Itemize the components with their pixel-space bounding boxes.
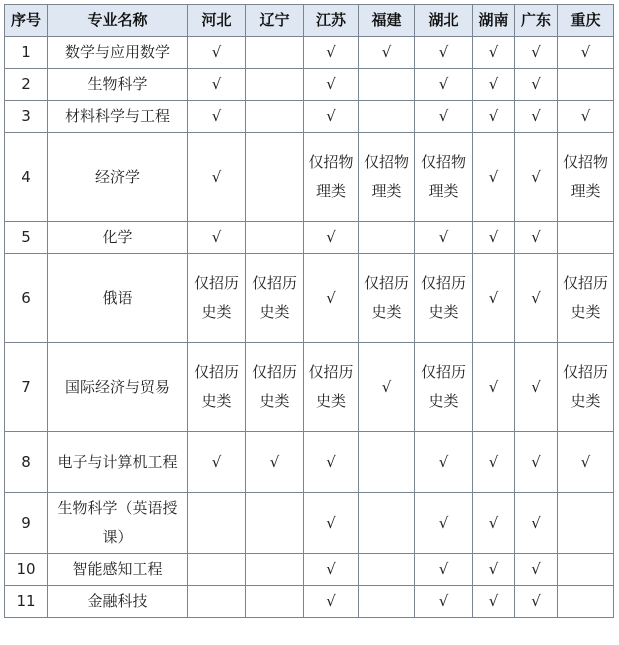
cell-value: √ xyxy=(326,288,336,307)
cell-chongqing xyxy=(558,343,614,432)
cell-liaoning xyxy=(246,101,304,133)
table-row xyxy=(5,133,614,222)
cell-value: √ xyxy=(580,43,591,61)
major-name xyxy=(48,69,188,101)
major-name-text: 电子与计算机工程 xyxy=(57,452,178,471)
cell-value: √ xyxy=(211,167,222,186)
cell-value: √ xyxy=(438,43,449,61)
cell-jiangsu xyxy=(304,69,359,101)
cell-fujian xyxy=(359,343,415,432)
cell-hebei xyxy=(188,69,246,101)
cell-value: 仅招物理类 xyxy=(420,153,466,200)
cell-value: √ xyxy=(326,75,336,93)
major-name-text: 生物科学 xyxy=(87,75,148,93)
cell-guangdong xyxy=(515,432,558,493)
cell-liaoning xyxy=(246,37,304,69)
cell-value: √ xyxy=(488,513,499,532)
cell-value: 仅招历史类 xyxy=(251,363,297,410)
cell-hebei xyxy=(188,222,246,254)
cell-guangdong xyxy=(515,586,558,618)
cell-value: √ xyxy=(381,377,392,396)
cell-value: √ xyxy=(326,43,336,61)
cell-value: 仅招历史类 xyxy=(193,363,239,410)
cell-hubei xyxy=(415,254,473,343)
cell-value: √ xyxy=(531,43,541,61)
major-name-text: 国际经济与贸易 xyxy=(64,377,170,396)
cell-fujian xyxy=(359,254,415,343)
cell-hubei xyxy=(415,69,473,101)
cell-guangdong xyxy=(515,69,558,101)
cell-chongqing xyxy=(558,37,614,69)
cell-value: √ xyxy=(326,513,336,532)
cell-hunan xyxy=(473,586,515,618)
cell-value: 仅招历史类 xyxy=(420,363,466,410)
major-name-text: 智能感知工程 xyxy=(72,560,163,578)
cell-chongqing xyxy=(558,133,614,222)
cell-value: √ xyxy=(531,75,541,93)
cell-value: √ xyxy=(326,107,336,125)
cell-liaoning xyxy=(246,254,304,343)
major-name xyxy=(48,101,188,133)
cell-value: √ xyxy=(488,288,499,307)
cell-guangdong xyxy=(515,133,558,222)
cell-fujian xyxy=(359,69,415,101)
cell-value: √ xyxy=(269,452,280,471)
cell-value: √ xyxy=(488,167,499,186)
cell-hubei xyxy=(415,37,473,69)
cell-value: 仅招历史类 xyxy=(562,274,608,321)
cell-jiangsu xyxy=(304,101,359,133)
cell-value: 仅招历史类 xyxy=(363,274,409,321)
major-name-text: 生物科学（英语授课） xyxy=(57,499,178,546)
cell-value: √ xyxy=(211,43,222,61)
row-number: 11 xyxy=(5,586,48,618)
header-no: 序号 xyxy=(5,5,48,37)
major-name-text: 俄语 xyxy=(102,288,133,307)
major-name xyxy=(48,222,188,254)
cell-hebei xyxy=(188,343,246,432)
cell-hebei xyxy=(188,254,246,343)
cell-hunan xyxy=(473,133,515,222)
table-row xyxy=(5,554,614,586)
cell-hunan xyxy=(473,343,515,432)
row-number: 7 xyxy=(5,343,48,432)
row-number: 3 xyxy=(5,101,48,133)
cell-value: √ xyxy=(488,377,499,396)
header-guangdong: 广东 xyxy=(515,5,558,37)
row-number: 4 xyxy=(5,133,48,222)
header-hebei: 河北 xyxy=(188,5,246,37)
cell-hebei xyxy=(188,493,246,554)
major-name-text: 数学与应用数学 xyxy=(64,43,170,61)
major-name-text: 金融科技 xyxy=(87,592,148,610)
cell-guangdong xyxy=(515,37,558,69)
cell-liaoning xyxy=(246,69,304,101)
cell-value: √ xyxy=(531,377,541,396)
cell-liaoning xyxy=(246,493,304,554)
cell-value: √ xyxy=(438,513,449,532)
cell-value: √ xyxy=(438,592,449,610)
cell-value: √ xyxy=(211,75,222,93)
cell-liaoning xyxy=(246,343,304,432)
major-name-text: 经济学 xyxy=(94,167,140,186)
cell-fujian xyxy=(359,101,415,133)
cell-guangdong xyxy=(515,554,558,586)
row-number: 8 xyxy=(5,432,48,493)
cell-hubei xyxy=(415,586,473,618)
cell-value: √ xyxy=(531,560,541,578)
cell-hunan xyxy=(473,222,515,254)
cell-jiangsu xyxy=(304,254,359,343)
major-name xyxy=(48,554,188,586)
cell-liaoning xyxy=(246,432,304,493)
cell-guangdong xyxy=(515,343,558,432)
cell-value: √ xyxy=(211,228,222,246)
header-hubei: 湖北 xyxy=(415,5,473,37)
cell-value: √ xyxy=(580,452,591,471)
cell-value: 仅招物理类 xyxy=(308,153,354,200)
cell-fujian xyxy=(359,133,415,222)
header-jiangsu: 江苏 xyxy=(304,5,359,37)
cell-hunan xyxy=(473,432,515,493)
cell-value: √ xyxy=(488,75,499,93)
table-row xyxy=(5,432,614,493)
cell-fujian xyxy=(359,554,415,586)
cell-hubei xyxy=(415,343,473,432)
cell-value: √ xyxy=(211,452,222,471)
cell-chongqing xyxy=(558,432,614,493)
major-name xyxy=(48,493,188,554)
admission-table xyxy=(4,4,614,618)
major-name xyxy=(48,254,188,343)
cell-chongqing xyxy=(558,493,614,554)
cell-value: √ xyxy=(531,513,541,532)
table-row xyxy=(5,101,614,133)
cell-value: 仅招历史类 xyxy=(251,274,297,321)
cell-value: √ xyxy=(531,107,541,125)
cell-value: √ xyxy=(326,592,336,610)
cell-hebei xyxy=(188,101,246,133)
cell-value: √ xyxy=(531,167,541,186)
major-name xyxy=(48,432,188,493)
major-name-text: 化学 xyxy=(102,228,133,246)
row-number: 2 xyxy=(5,69,48,101)
cell-liaoning xyxy=(246,586,304,618)
major-name xyxy=(48,133,188,222)
cell-value: √ xyxy=(488,560,499,578)
cell-value: √ xyxy=(438,75,449,93)
cell-value: √ xyxy=(438,560,449,578)
cell-hubei xyxy=(415,554,473,586)
cell-chongqing xyxy=(558,222,614,254)
cell-hunan xyxy=(473,69,515,101)
cell-value: 仅招历史类 xyxy=(562,363,608,410)
cell-chongqing xyxy=(558,586,614,618)
row-number: 1 xyxy=(5,37,48,69)
cell-guangdong xyxy=(515,101,558,133)
cell-value: √ xyxy=(488,228,499,246)
cell-hunan xyxy=(473,554,515,586)
header-major: 专业名称 xyxy=(48,5,188,37)
cell-value: √ xyxy=(438,452,449,471)
cell-value: √ xyxy=(531,228,541,246)
cell-value: 仅招历史类 xyxy=(308,363,354,410)
cell-chongqing xyxy=(558,69,614,101)
table-row xyxy=(5,37,614,69)
cell-jiangsu xyxy=(304,432,359,493)
row-number: 9 xyxy=(5,493,48,554)
table-row xyxy=(5,222,614,254)
cell-value: √ xyxy=(438,107,449,125)
cell-value: √ xyxy=(580,107,591,125)
cell-hubei xyxy=(415,133,473,222)
cell-value: √ xyxy=(488,43,499,61)
cell-value: √ xyxy=(438,228,449,246)
cell-hunan xyxy=(473,493,515,554)
cell-jiangsu xyxy=(304,554,359,586)
cell-hebei xyxy=(188,586,246,618)
cell-value: √ xyxy=(488,107,499,125)
cell-fujian xyxy=(359,222,415,254)
cell-value: 仅招历史类 xyxy=(193,274,239,321)
row-number: 5 xyxy=(5,222,48,254)
cell-value: √ xyxy=(531,452,541,471)
cell-hebei xyxy=(188,37,246,69)
cell-fujian xyxy=(359,432,415,493)
header-row xyxy=(5,5,614,37)
cell-chongqing xyxy=(558,554,614,586)
cell-liaoning xyxy=(246,554,304,586)
table-row xyxy=(5,254,614,343)
cell-value: √ xyxy=(531,592,541,610)
cell-jiangsu xyxy=(304,133,359,222)
cell-hunan xyxy=(473,254,515,343)
header-chongqing: 重庆 xyxy=(558,5,614,37)
row-number: 10 xyxy=(5,554,48,586)
cell-jiangsu xyxy=(304,222,359,254)
cell-guangdong xyxy=(515,222,558,254)
cell-jiangsu xyxy=(304,586,359,618)
cell-value: 仅招历史类 xyxy=(420,274,466,321)
cell-value: √ xyxy=(326,452,336,471)
table-row xyxy=(5,493,614,554)
major-name xyxy=(48,586,188,618)
cell-guangdong xyxy=(515,254,558,343)
cell-chongqing xyxy=(558,254,614,343)
cell-hebei xyxy=(188,554,246,586)
cell-fujian xyxy=(359,586,415,618)
cell-hubei xyxy=(415,493,473,554)
table-row xyxy=(5,343,614,432)
cell-hebei xyxy=(188,432,246,493)
cell-value: √ xyxy=(488,452,499,471)
cell-chongqing xyxy=(558,101,614,133)
cell-value: √ xyxy=(488,592,499,610)
header-fujian: 福建 xyxy=(359,5,415,37)
major-name-text: 材料科学与工程 xyxy=(64,107,170,125)
cell-value: 仅招物理类 xyxy=(562,153,608,200)
cell-hunan xyxy=(473,101,515,133)
cell-value: 仅招物理类 xyxy=(363,153,409,200)
cell-liaoning xyxy=(246,133,304,222)
header-hunan: 湖南 xyxy=(473,5,515,37)
cell-fujian xyxy=(359,493,415,554)
cell-value: √ xyxy=(381,43,392,61)
cell-value: √ xyxy=(326,560,336,578)
cell-jiangsu xyxy=(304,493,359,554)
table-row xyxy=(5,586,614,618)
cell-value: √ xyxy=(531,288,541,307)
cell-fujian xyxy=(359,37,415,69)
cell-hubei xyxy=(415,222,473,254)
cell-hubei xyxy=(415,101,473,133)
header-liaoning: 辽宁 xyxy=(246,5,304,37)
cell-jiangsu xyxy=(304,343,359,432)
cell-hunan xyxy=(473,37,515,69)
cell-guangdong xyxy=(515,493,558,554)
cell-liaoning xyxy=(246,222,304,254)
major-name xyxy=(48,343,188,432)
cell-value: √ xyxy=(326,228,336,246)
major-name xyxy=(48,37,188,69)
cell-hebei xyxy=(188,133,246,222)
cell-jiangsu xyxy=(304,37,359,69)
row-number: 6 xyxy=(5,254,48,343)
table-row xyxy=(5,69,614,101)
cell-hubei xyxy=(415,432,473,493)
cell-value: √ xyxy=(211,107,222,125)
